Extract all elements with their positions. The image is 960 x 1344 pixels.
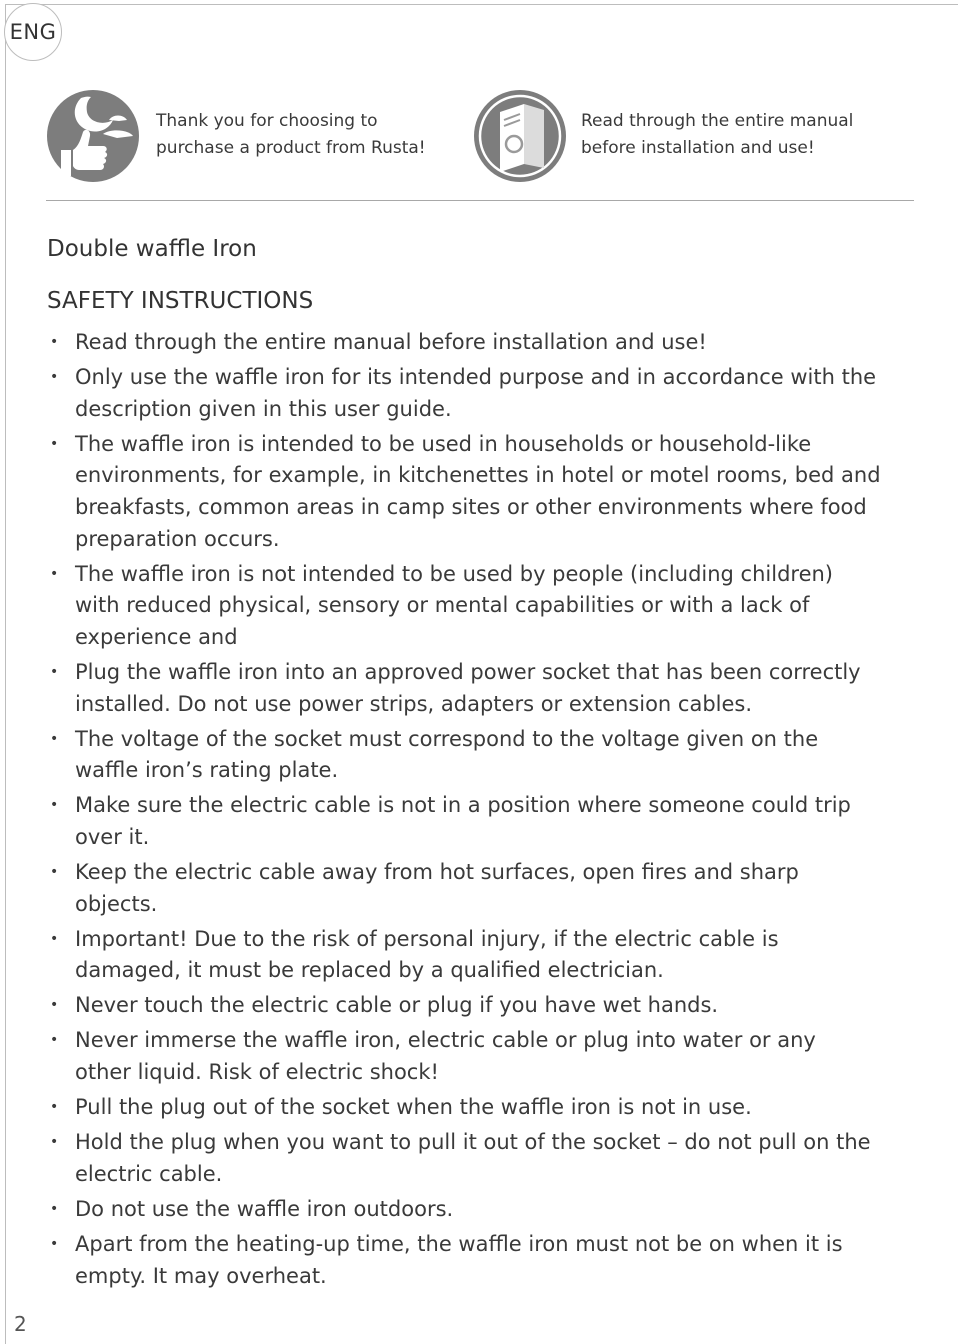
- safety-item-line: Only use the waffle iron for its intended purpose and in accordance with the: [75, 365, 877, 390]
- header-divider: [46, 200, 914, 201]
- thumbs-up-icon: [47, 90, 139, 182]
- safety-instructions-list: [47, 327, 927, 1296]
- bullet-icon: •: [50, 369, 59, 386]
- safety-item-line: electric cable.: [75, 1161, 223, 1186]
- safety-item-line: Never touch the electric cable or plug if you have wet hands.: [75, 993, 719, 1018]
- safety-item-line: Important! Due to the risk of personal injury, if the electric cable is: [75, 926, 779, 951]
- safety-item-line: Make sure the electric cable is not in a position where someone could trip: [75, 793, 851, 818]
- safety-item: [47, 1025, 927, 1088]
- safety-item-line: other liquid. Risk of electric shock!: [75, 1060, 439, 1085]
- bullet-icon: •: [50, 334, 59, 350]
- bullet-icon: •: [50, 864, 59, 880]
- safety-item: [47, 924, 927, 987]
- safety-item: [47, 1194, 927, 1226]
- safety-item-line: Plug the waffle iron into an approved power socket that has been correctly: [75, 659, 861, 684]
- safety-item: [47, 1229, 927, 1292]
- safety-item-line: damaged, it must be replaced by a qualified electrician.: [75, 958, 664, 983]
- safety-item-line: Keep the electric cable away from hot surfaces, open fires and sharp: [75, 860, 799, 884]
- safety-item: [47, 990, 927, 1022]
- page-number: 2: [14, 1312, 27, 1336]
- bullet-icon: •: [50, 1099, 59, 1116]
- safety-item-line: preparation occurs.: [75, 526, 280, 551]
- safety-item-line: Never immerse the waffle iron, electric cable or plug into water or any: [75, 1028, 816, 1053]
- safety-item-line: The waffle iron is intended to be used in households or household-like: [75, 431, 812, 456]
- safety-item: [47, 657, 927, 720]
- language-label: ENG: [9, 20, 57, 44]
- intro-read-manual-text: Read through the entire manual before installation and use!: [581, 111, 854, 158]
- bullet-icon: •: [50, 1236, 59, 1253]
- safety-item-line: over it.: [75, 824, 150, 849]
- intro-thanks-text: Thank you for choosing to purchase a product from Rusta!: [156, 111, 426, 158]
- bullet-icon: •: [50, 1032, 59, 1049]
- product-title: Double waffle Iron: [47, 236, 257, 262]
- safety-item: [47, 790, 927, 853]
- safety-item: [47, 1127, 927, 1190]
- safety-item-line: Pull the plug out of the socket when the waffle iron is not in use.: [75, 1095, 752, 1120]
- safety-item-line: Read through the entire manual before installation and use!: [75, 330, 707, 354]
- safety-item: [47, 559, 927, 654]
- safety-item-line: The voltage of the socket must correspond to the voltage given on the: [75, 726, 819, 751]
- safety-item-line: with reduced physical, sensory or mental capabilities or with a lack of: [75, 593, 810, 618]
- safety-item-line: environments, for example, in kitchenettes in hotel or motel rooms, bed and: [75, 463, 881, 488]
- safety-item: [47, 429, 927, 555]
- bullet-icon: •: [50, 435, 59, 452]
- section-title: SAFETY INSTRUCTIONS: [47, 288, 314, 314]
- bullet-icon: •: [50, 797, 59, 814]
- bullet-icon: •: [50, 1200, 59, 1217]
- safety-item-line: objects.: [75, 891, 158, 916]
- safety-item-line: Hold the plug when you want to pull it out of the socket – do not pull on the: [75, 1130, 871, 1155]
- bullet-icon: •: [50, 730, 59, 747]
- safety-item: [47, 362, 927, 425]
- safety-item-line: Apart from the heating-up time, the waffle iron must not be on when it is: [75, 1232, 843, 1257]
- bullet-icon: •: [50, 930, 59, 947]
- safety-item-line: waffle iron’s rating plate.: [75, 758, 339, 783]
- safety-item: [47, 857, 927, 920]
- safety-item-line: experience and: [75, 624, 238, 649]
- manual-book-icon: [474, 90, 566, 182]
- safety-item-line: breakfasts, common areas in camp sites or other environments where food: [75, 494, 867, 519]
- language-badge: [4, 3, 62, 61]
- safety-item: [47, 327, 927, 359]
- bullet-icon: •: [50, 565, 59, 582]
- safety-item-line: Do not use the waffle iron outdoors.: [75, 1196, 454, 1221]
- safety-item: [47, 1092, 927, 1124]
- safety-item-line: The waffle iron is not intended to be used by people (including children): [75, 561, 833, 586]
- safety-item-line: description given in this user guide.: [75, 396, 452, 421]
- safety-item-line: installed. Do not use power strips, adapters or extension cables.: [75, 691, 753, 716]
- bullet-icon: •: [50, 997, 59, 1014]
- safety-item: [47, 724, 927, 787]
- safety-item-line: empty. It may overheat.: [75, 1263, 327, 1288]
- bullet-icon: •: [50, 1134, 59, 1151]
- bullet-icon: •: [50, 663, 59, 680]
